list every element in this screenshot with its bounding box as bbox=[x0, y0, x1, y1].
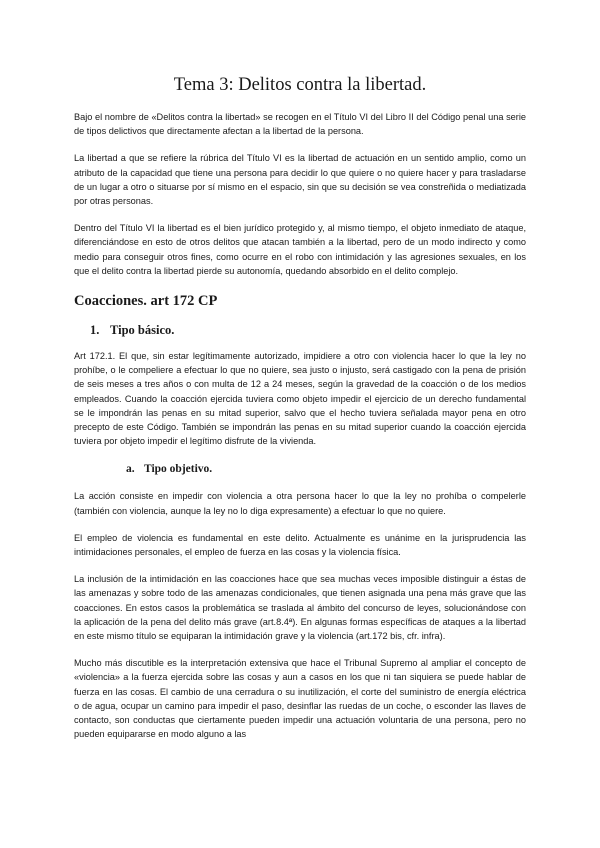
body-paragraph-3: La inclusión de la intimidación en las coacciones hace que sea muchas veces imposible distinguir a éstas de las amenazas y sobre todo de las amenazas condicionales, que tienen asignada una pena más grave que las coacciones. En estos casos la problemática se traslada al ámbito del concurso de leyes, solucionándose con la aplicación de la pena del delito más grave (art.8.4ª). En algunas formas específicas de ataques a la libertad en este mismo título se equiparan la intimidación grave y la violencia (art.172 bis, cfr. infra). bbox=[74, 574, 526, 642]
article-text: Art 172.1. El que, sin estar legítimamente autorizado, impidiere a otro con violencia hacer lo que la ley no prohíbe, o le compeliere a efectuar lo que no quiere, sea justo o injusto, será castigado con la pena de prisión de seis meses a tres años o con multa de 12 a 24 meses, según la gravedad de la coacción o de los medios empleados. Cuando la coacción ejercida tuviera como objeto impedir el ejercicio de un derecho fundamental se le impondrán las penas en su mitad superior, salvo que el hecho tuviera señalada mayor pena en otro precepto de este Código. También se impondrán las penas en su mitad superior cuando la coacción ejercida tuviera por objeto impedir el legítimo disfrute de la vivienda. bbox=[74, 351, 526, 447]
intro-paragraph-1: Bajo el nombre de «Delitos contra la libertad» se recogen en el Título VI del Libro II del Código penal una serie de tipos delictivos que directamente afectan a la libertad de la persona. bbox=[74, 112, 526, 137]
subsection-number: 1. bbox=[90, 323, 100, 338]
body-paragraph-2: El empleo de violencia es fundamental en este delito. Actualmente es unánime en la jurisprudencia las intimidaciones personales, el empleo de fuerza en las cosas y la violencia física. bbox=[74, 532, 526, 558]
subsubsection-title: Tipo objetivo. bbox=[144, 463, 213, 476]
document-title: Tema 3: Delitos contra la libertad. bbox=[173, 75, 427, 95]
subsubsection-heading bbox=[74, 461, 526, 477]
subsection-heading bbox=[74, 321, 526, 339]
body-paragraph-1: La acción consiste en impedir con violencia a otra persona hacer lo que la ley no prohíba o compelerle (también con violencia, aunque la ley no lo diga expresamente) a efectuar lo que no quiere. bbox=[74, 491, 526, 516]
intro-paragraph-2: La libertad a que se refiere la rúbrica del Título VI es la libertad de actuación en un sentido amplio, como un atributo de la capacidad que tiene una persona para decidir lo que quiere o no quiere hacer y para trasladarse de un lugar a otro o situarse por sí mismo en el espacio, sin que su decisión se vea constreñida o mediatizada por otras personas. bbox=[74, 153, 526, 207]
subsubsection-number: a. bbox=[126, 463, 135, 476]
body-paragraph-4: Mucho más discutible es la interpretación extensiva que hace el Tribunal Supremo al ampliar el concepto de «violencia» a la fuerza ejercida sobre las cosas y aun a casos en los que ni tan siquiera se puede hablar de fuerza en las cosas. El cambio de una cerradura o su inutilización, el corte del suministro de energía eléctrica o de agua, ocupar un camino para impedir el paso, desinflar las ruedas de un coche, o esconder las llaves de contacto, son conductas que ciertamente pueden impedir una actuación voluntaria de una persona, pero no pueden equipararse en modo alguno a las bbox=[74, 658, 526, 740]
section-heading: Coacciones. art 172 CP bbox=[74, 293, 218, 310]
subsection-title: Tipo básico. bbox=[110, 323, 175, 338]
intro-paragraph-3: Dentro del Título VI la libertad es el bien jurídico protegido y, al mismo tiempo, el objeto inmediato de ataque, diferenciándose en esto de otros delitos que atacan también a la libertad, pero de un modo indirecto y como medio para conseguir otros fines, como ocurre en el robo con intimidación y las agresiones sexuales, en los que el delito contra la libertad pierde su autonomía, quedando absorbido en el delito complejo. bbox=[74, 223, 526, 276]
